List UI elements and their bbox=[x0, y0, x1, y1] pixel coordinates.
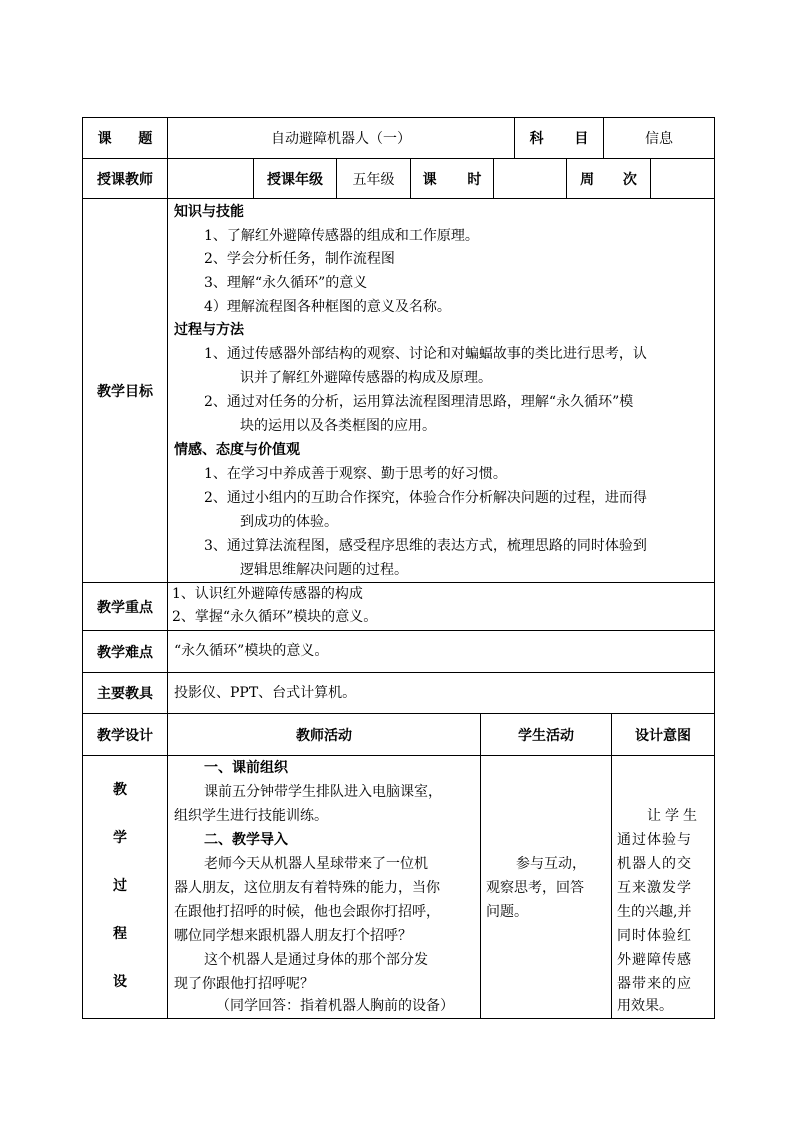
process-side-char: 教 bbox=[113, 782, 127, 798]
objective-heading-process: 过程与方法 bbox=[174, 322, 244, 338]
process-side-char: 学 bbox=[113, 830, 127, 846]
design-intent-line: 机器人的交 bbox=[617, 856, 692, 872]
process-side-char: 设 bbox=[113, 974, 127, 990]
key-point-item: 1、认识红外避障传感器的构成 bbox=[172, 586, 363, 602]
table-border-bottom bbox=[82, 1018, 715, 1019]
design-intent-line: 用效果。 bbox=[617, 998, 673, 1014]
row-divider bbox=[82, 582, 715, 583]
topic-value: 自动避障机器人（一） bbox=[271, 131, 411, 147]
teacher-activity-line: 现了你跟他打招呼呢？ bbox=[174, 976, 314, 992]
teacher-activity-line: 在跟他打招呼的时候，他也会跟你打招呼， bbox=[174, 904, 440, 920]
grade-label: 授课年级 bbox=[267, 171, 323, 188]
col-divider bbox=[611, 713, 612, 1019]
teacher-activity-line: 这个机器人是通过身体的那个部分发 bbox=[204, 952, 428, 968]
objective-item: 1、了解红外避障传感器的组成和工作原理。 bbox=[204, 228, 479, 244]
teacher-activity-line: 组织学生进行技能训练。 bbox=[174, 808, 328, 824]
teacher-activity-line: 老师今天从机器人星球带来了一位机 bbox=[204, 856, 428, 872]
hours-label: 课 时 bbox=[422, 171, 482, 188]
objective-item: 2、通过对任务的分析，运用算法流程图理清思路，理解“永久循环”模 bbox=[204, 394, 634, 410]
objective-item: 逻辑思维解决问题的过程。 bbox=[240, 562, 408, 578]
objective-item: 3、理解“永久循环”的意义 bbox=[204, 275, 368, 291]
topic-label: 课 题 bbox=[97, 131, 153, 147]
teacher-activity-line: 哪位同学想来跟机器人朋友打个招呼？ bbox=[174, 928, 412, 944]
tools-label: 主要教具 bbox=[97, 686, 153, 702]
subject-label: 科 目 bbox=[529, 131, 589, 147]
design-intent-line: 通过体验与 bbox=[617, 832, 692, 848]
teacher-activity-header: 教师活动 bbox=[296, 727, 352, 744]
objectives-label: 教学目标 bbox=[97, 383, 153, 400]
hours-value bbox=[494, 159, 566, 198]
col-divider bbox=[480, 713, 481, 1019]
design-intent-line: 互来激发学 bbox=[617, 880, 692, 896]
objective-item: 1、通过传感器外部结构的观察、讨论和对蝙蝠故事的类比进行思考，认 bbox=[204, 346, 647, 362]
objective-item: 2、通过小组内的互助合作探究，体验合作分析解决问题的过程，进而得 bbox=[204, 490, 647, 506]
tools-text: 投影仪、PPT、台式计算机。 bbox=[174, 685, 357, 701]
objective-item: 块的运用以及各类框图的应用。 bbox=[240, 418, 436, 434]
subject-value: 信息 bbox=[645, 131, 673, 147]
process-side-char: 过 bbox=[113, 878, 127, 894]
row-divider bbox=[82, 630, 715, 631]
row-divider bbox=[82, 198, 715, 199]
objective-item: 到成功的体验。 bbox=[240, 514, 338, 530]
design-label: 教学设计 bbox=[97, 727, 153, 744]
objective-item: 2、学会分析任务，制作流程图 bbox=[204, 251, 395, 267]
table-border-right bbox=[714, 117, 715, 1019]
week-value bbox=[651, 159, 714, 198]
objective-item: 4）理解流程图各种框图的意义及名称。 bbox=[204, 299, 451, 315]
teacher-activity-heading: 二、教学导入 bbox=[204, 832, 288, 848]
grade-value: 五年级 bbox=[352, 171, 395, 188]
design-intent-header: 设计意图 bbox=[635, 727, 691, 744]
design-intent-line: 器带来的应 bbox=[617, 976, 692, 992]
col-divider bbox=[167, 117, 168, 1019]
student-activity-line: 观察思考，回答 bbox=[486, 880, 584, 896]
design-intent-line: 同时体验红 bbox=[617, 928, 692, 944]
row-divider bbox=[82, 755, 715, 756]
week-label: 周 次 bbox=[580, 171, 637, 188]
objective-heading-knowledge: 知识与技能 bbox=[174, 204, 244, 220]
objective-item: 识并了解红外避障传感器的构成及原理。 bbox=[240, 370, 492, 386]
student-activity-line: 参与互动， bbox=[516, 856, 586, 872]
teacher-activity-heading: 一、课前组织 bbox=[204, 760, 288, 776]
key-point-item: 2、掌握“永久循环”模块的意义。 bbox=[172, 609, 378, 625]
teacher-activity-line: 器人朋友，这位朋友有着特殊的能力，当你 bbox=[174, 880, 440, 896]
design-intent-line: 生的兴趣,并 bbox=[617, 904, 692, 920]
teacher-label: 授课教师 bbox=[97, 171, 153, 188]
objective-item: 3、通过算法流程图，感受程序思维的表达方式，梳理思路的同时体验到 bbox=[204, 538, 647, 554]
difficulties-label: 教学难点 bbox=[97, 644, 153, 661]
student-activity-line: 问题。 bbox=[486, 904, 528, 920]
teacher-activity-line: 课前五分钟带学生排队进入电脑课室， bbox=[204, 784, 442, 800]
row-divider bbox=[82, 672, 715, 673]
objective-heading-values: 情感、态度与价值观 bbox=[174, 442, 300, 458]
design-intent-line: 让学生 bbox=[647, 808, 701, 824]
process-side-char: 程 bbox=[113, 926, 127, 942]
objective-item: 1、在学习中养成善于观察、勤于思考的好习惯。 bbox=[204, 466, 507, 482]
teacher-value bbox=[168, 159, 253, 198]
design-intent-line: 外避障传感 bbox=[617, 952, 692, 968]
student-activity-header: 学生活动 bbox=[518, 727, 574, 744]
teacher-activity-line: （同学回答：指着机器人胸前的设备） bbox=[216, 998, 454, 1014]
difficulties-text: “永久循环”模块的意义。 bbox=[174, 643, 329, 659]
key-points-label: 教学重点 bbox=[97, 599, 153, 616]
